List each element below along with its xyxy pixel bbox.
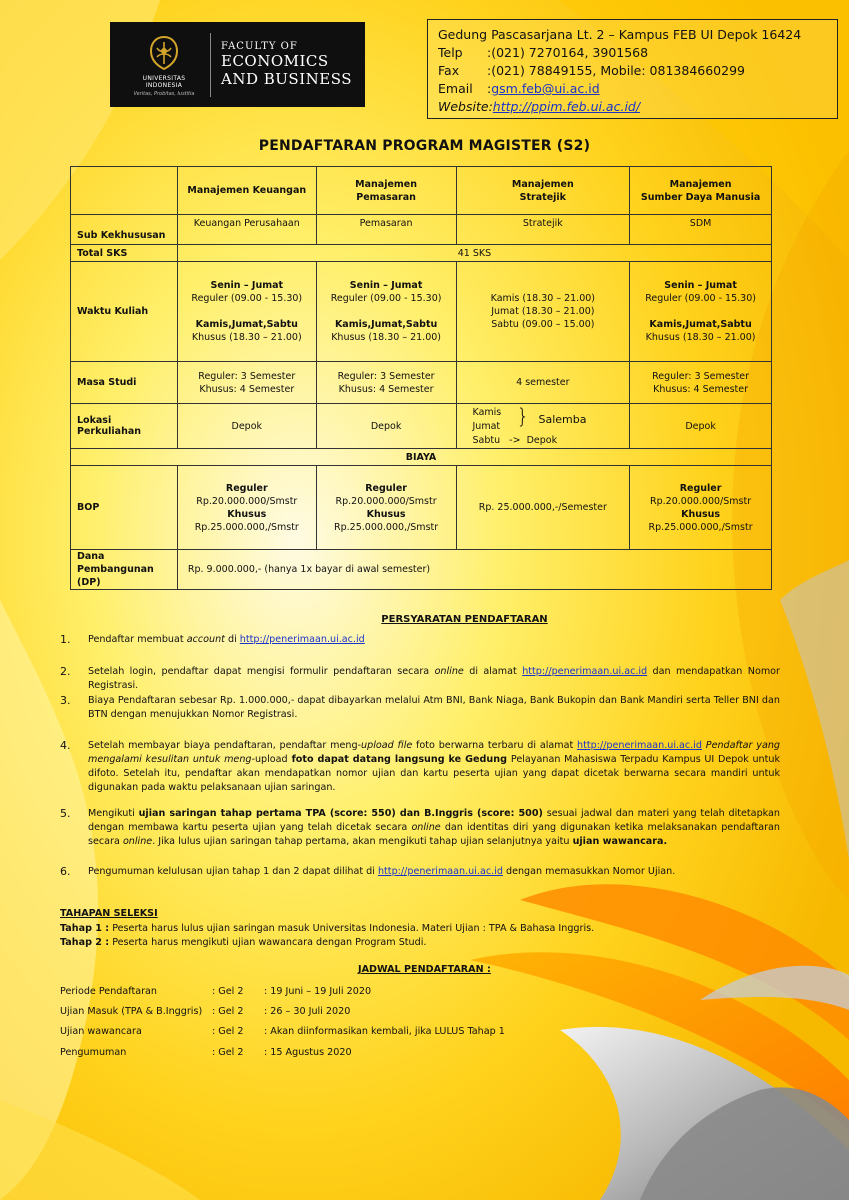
col-header-line: Manajemen (355, 178, 418, 190)
row-label-line: Dana (77, 551, 105, 562)
fax-label: Fax (438, 63, 460, 78)
cell-line: Rp.25.000.000,/Smstr (194, 521, 299, 533)
tahapan-text: Peserta harus lulus ujian saringan masuk Universitas Indonesia. Materi Ujian : TPA & Bahasa Inggris. (109, 923, 595, 934)
requirement-text-part: upload file (361, 740, 413, 751)
jadwal-row (60, 986, 371, 997)
requirement-text (88, 665, 780, 693)
jadwal-cell: : Gel 2 (212, 986, 244, 997)
cell-line: Senin – Jumat (349, 280, 423, 291)
jadwal-row (60, 1006, 350, 1017)
tahapan-1 (60, 922, 594, 936)
jadwal-cell: Periode Pendaftaran (60, 986, 158, 997)
jadwal-cell: : 19 Juni – 19 Juli 2020 (264, 986, 372, 997)
requirement-text-part: sesuai jadwal dan materi yang telah ditetapkan dengan membawa kartu peserta ujian yang telah dicetak secara (88, 808, 780, 833)
website-label: Website (438, 99, 489, 114)
jadwal-row (60, 1026, 505, 1037)
telp-label: Telp (438, 45, 463, 60)
requirement-text (88, 807, 780, 849)
jadwal-title: JADWAL PENDAFTARAN : (358, 964, 491, 975)
row-label: Total SKS (71, 245, 178, 262)
contact-website (438, 98, 827, 116)
logo-university-line: INDONESIA (145, 81, 183, 89)
tahapan-text: Peserta harus mengikuti ujian wawancara dengan Program Studi. (109, 937, 427, 948)
jadwal-cell: : Gel 2 (212, 1047, 244, 1058)
requirement-text-part: online (434, 666, 464, 677)
logo-divider (210, 33, 211, 97)
row-waktu-kuliah (71, 262, 772, 362)
logo-faculty-line: FACULTY OF (221, 41, 298, 52)
cell-line: Khusus: 4 Semester (653, 383, 749, 395)
cell-line: Reguler (679, 482, 722, 494)
requirement-item (60, 807, 780, 849)
requirement-item (60, 739, 780, 795)
cell-line: Salemba (538, 413, 587, 426)
table-cell (630, 466, 772, 550)
table-cell (630, 262, 772, 362)
requirement-text-part: Pengumuman kelulusan ujian tahap 1 dan 2 dapat dilihat di (88, 866, 378, 877)
cell-line: Khusus (18.30 – 21.00) (191, 332, 302, 343)
cell-line: Reguler: 3 Semester (198, 370, 296, 382)
cell-line: Reguler: 3 Semester (337, 370, 435, 382)
cell-line: Reguler (365, 482, 407, 494)
table-cell (456, 262, 630, 362)
logo-motto: Veritas, Probitas, Iustitia (133, 90, 195, 97)
row-label (71, 550, 178, 590)
contact-box (427, 19, 838, 119)
requirement-number: 6. (60, 865, 71, 878)
requirement-text-part: Biaya Pendaftaran sebesar Rp. 1.000.000,- dapat dibayarkan melalui Atm BNI, Bank Niaga, Bank Bukopin dan Bank Mandiri serta Teller BNI dan BTN dengan menujukkan Nomor Registrasi. (88, 695, 780, 720)
website-link[interactable]: http://ppim.feb.ui.ac.id/ (492, 99, 641, 114)
row-label: Sub Kekhususan (71, 215, 178, 245)
section-header: BIAYA (71, 449, 772, 466)
jadwal-cell: Ujian wawancara (60, 1026, 142, 1037)
header-empty-cell (71, 167, 178, 215)
jadwal-cell: Pengumuman (60, 1047, 127, 1058)
row-dana-pembangunan (71, 550, 772, 590)
row-label: BOP (71, 466, 178, 550)
jadwal-cell: : 15 Agustus 2020 (264, 1047, 352, 1058)
cell-line: Kamis,Jumat,Sabtu (334, 319, 438, 330)
row-lokasi (71, 404, 772, 449)
email-link[interactable]: gsm.feb@ui.ac.id (491, 81, 600, 96)
cell-line: Sabtu -> Depok (472, 435, 558, 446)
table-cell: Pemasaran (316, 215, 456, 245)
requirement-number: 5. (60, 807, 71, 820)
cell-line: Kamis,Jumat,Sabtu (195, 319, 298, 330)
email-prefix: : (487, 81, 492, 96)
cell-line: Kamis (472, 407, 502, 418)
requirement-text-part: Mengikuti (88, 808, 139, 819)
jadwal-cell: : Gel 2 (212, 1026, 244, 1037)
requirement-text (88, 694, 780, 722)
contact-email (438, 80, 827, 98)
table-cell (177, 466, 316, 550)
table-cell: Rp. 25.000.000,-/Semester (456, 466, 630, 550)
requirement-text-part: foto dapat datang langsung ke Gedung (287, 754, 511, 765)
page-title: PENDAFTARAN PROGRAM MAGISTER (S2) (258, 138, 591, 154)
telp-value: :(021) 7270164, 3901568 (487, 45, 649, 60)
cell-line: Rp.20.000.000/Smstr (650, 495, 752, 507)
row-label: Waktu Kuliah (71, 262, 178, 362)
row-biaya-header (71, 449, 772, 466)
table-cell (316, 262, 456, 362)
col-header-line: Sumber Daya Manusia (640, 191, 761, 203)
logo-faculty-name (221, 41, 352, 88)
penerimaan-link[interactable]: http://penerimaan.ui.ac.id (377, 866, 503, 877)
requirement-text-part: Pendaftar yang mengalami kesulitan untuk meng- (88, 740, 780, 765)
table-cell: 41 SKS (177, 245, 771, 262)
table-cell (316, 362, 456, 404)
table-cell (316, 466, 456, 550)
requirement-text (88, 633, 780, 647)
cell-line: Khusus (18.30 – 21.00) (645, 332, 756, 343)
requirement-text-part: . Jika lulus ujian saringan tahap pertama, akan mengikuti tahap ujian selanjutnya yaitu (152, 836, 573, 847)
table-cell: SDM (630, 215, 772, 245)
table-cell: Stratejik (456, 215, 630, 245)
row-label: Masa Studi (71, 362, 178, 404)
contact-fax (438, 62, 827, 80)
jadwal-row (60, 1047, 352, 1058)
requirement-text-part: ujian saringan tahap pertama TPA (score: 550) dan B.Inggris (score: 500) (138, 808, 543, 819)
contact-telp (438, 44, 827, 62)
program-table (70, 166, 772, 590)
requirement-text-part: upload (254, 754, 288, 765)
requirement-text-part: dan identitas diri yang digunakan ketika melaksanakan pendaftaran secara (88, 822, 780, 847)
row-total-sks (71, 245, 772, 262)
cell-line: Rp.20.000.000/Smstr (196, 495, 298, 507)
row-label-line: Pembangunan (DP) (77, 564, 154, 588)
email-label: Email (438, 81, 473, 96)
requirement-text (88, 739, 780, 795)
table-cell: 4 semester (456, 362, 630, 404)
tahapan-2 (60, 936, 426, 950)
penerimaan-link[interactable]: http://penerimaan.ui.ac.id (522, 666, 648, 677)
requirement-text-part: dan mendapatkan Nomor Registrasi. (88, 666, 780, 691)
col-header-pemasaran (316, 167, 456, 215)
col-header-keuangan (177, 167, 316, 215)
cell-line: Reguler (225, 482, 268, 494)
cell-line: Kamis,Jumat,Sabtu (649, 319, 752, 330)
col-header-line: Manajemen (511, 178, 574, 190)
requirement-item (60, 665, 780, 693)
row-masa-studi (71, 362, 772, 404)
penerimaan-link[interactable]: http://penerimaan.ui.ac.id (239, 634, 365, 645)
jadwal-cell: Ujian Masuk (TPA & B.Inggris) (60, 1006, 203, 1017)
cell-line: Khusus: 4 Semester (199, 383, 295, 395)
requirement-text-part: Pelayanan Mahasiswa Terpadu Kampus UI Depok (510, 754, 749, 765)
makara-icon (146, 33, 182, 73)
col-header-line: Manajemen (669, 178, 732, 190)
cell-line: Sabtu (09.00 – 15.00) (491, 319, 595, 330)
website-prefix: : (488, 99, 493, 114)
logo-university-line: UNIVERSITAS (142, 74, 186, 82)
cell-line: Khusus (18.30 – 21.00) (331, 332, 441, 343)
cell-line: Senin – Jumat (210, 280, 284, 291)
contact-address: Gedung Pascasarjana Lt. 2 – Kampus FEB UI Depok 16424 (438, 27, 802, 42)
makara-emblem (124, 27, 204, 103)
row-bop (71, 466, 772, 550)
col-header-line: Pemasaran (356, 191, 416, 203)
requirement-text (88, 865, 780, 879)
requirement-text-part: di (224, 634, 240, 645)
cell-line: Reguler (09.00 - 15.30) (191, 293, 303, 304)
table-cell: Depok (316, 404, 456, 449)
feb-ui-logo (110, 22, 365, 107)
jadwal-cell: : 26 – 30 Juli 2020 (264, 1006, 351, 1017)
requirement-text-part: Setelah login, pendaftar dapat mengisi formulir pendaftaran secara (88, 666, 435, 677)
cell-line: Khusus (227, 508, 267, 520)
requirement-number: 2. (60, 665, 71, 678)
logo-faculty-line: AND BUSINESS (221, 70, 352, 88)
col-header-sdm (630, 167, 772, 215)
table-cell: Depok (630, 404, 772, 449)
logo-faculty-line: ECONOMICS (221, 52, 329, 70)
requirement-item (60, 694, 780, 722)
tahapan-label: Tahap 1 : (60, 923, 110, 934)
requirement-item (60, 633, 780, 647)
cell-line: Khusus: 4 Semester (338, 383, 434, 395)
table-cell (177, 362, 316, 404)
requirement-number: 3. (60, 694, 71, 707)
tahapan-title: TAHAPAN SELEKSI (60, 908, 158, 919)
row-sub-kekhususan (71, 215, 772, 245)
requirement-text-part: online (411, 822, 441, 833)
col-header-line: Manajemen Keuangan (187, 185, 307, 196)
cell-line: Reguler: 3 Semester (652, 370, 750, 382)
table-header-row (71, 167, 772, 215)
table-cell: Depok (177, 404, 316, 449)
table-cell: Rp. 9.000.000,- (hanya 1x bayar di awal semester) (177, 550, 771, 590)
cell-line: Reguler (09.00 - 15.30) (330, 293, 442, 304)
cell-line: Jumat (472, 421, 501, 432)
logo-university-name (143, 75, 186, 89)
table-cell (630, 362, 772, 404)
tahapan-label: Tahap 2 : (60, 937, 110, 948)
requirement-text-part: online (122, 836, 153, 847)
requirement-text-part: ujian wawancara. (572, 836, 668, 847)
requirement-text-part: Setelah membayar biaya pendaftaran, pendaftar meng- (88, 740, 362, 751)
cell-line: Kamis (18.30 – 21.00) (490, 293, 595, 304)
table-cell (177, 262, 316, 362)
brace-glyph: } (516, 404, 530, 428)
requirement-text-part: Pendaftar membuat (88, 634, 187, 645)
jadwal-cell: : Gel 2 (212, 1006, 244, 1017)
table-cell-lokasi-stratejik (456, 404, 630, 449)
requirement-item (60, 865, 780, 879)
fax-value: :(021) 78849155, Mobile: 081384660299 (487, 63, 745, 78)
requirement-text-part: account (186, 634, 225, 645)
cell-line: Jumat (18.30 – 21.00) (491, 306, 595, 317)
cell-line: Rp.25.000.000,/Smstr (648, 521, 753, 533)
requirement-text-part: untuk difoto. Setelah itu, pendaftar akan mendapatkan nomor ujian dan kartu peserta ujian yang dapat dicetak berwarna secara mandiri untuk digunakan pada waktu pelaksanaan ujian saringan. (88, 754, 780, 793)
requirement-text-part: foto berwarna terbaru di alamat (412, 740, 578, 751)
penerimaan-link[interactable]: http://penerimaan.ui.ac.id (577, 740, 702, 751)
cell-line: Khusus (681, 508, 721, 520)
requirement-text-part: di alamat (463, 666, 523, 677)
requirement-text-part: dengan memasukkan Nomor Ujian. (502, 866, 676, 877)
cell-line: Khusus (366, 508, 406, 520)
table-cell: Keuangan Perusahaan (177, 215, 316, 245)
jadwal-cell: : Akan diinformasikan kembali, jika LULUS Tahap 1 (264, 1026, 505, 1037)
requirement-number: 4. (60, 739, 71, 752)
persyaratan-title: PERSYARATAN PENDAFTARAN (381, 614, 548, 625)
cell-line: Rp.25.000.000,/Smstr (334, 521, 439, 533)
cell-line: Rp.20.000.000/Smstr (335, 495, 437, 507)
col-header-stratejik (456, 167, 630, 215)
requirement-number: 1. (60, 633, 71, 646)
cell-line: Reguler (09.00 - 15.30) (645, 293, 756, 304)
col-header-line: Stratejik (519, 191, 566, 203)
row-label: Lokasi Perkuliahan (71, 404, 178, 449)
cell-line: Senin – Jumat (664, 280, 737, 291)
